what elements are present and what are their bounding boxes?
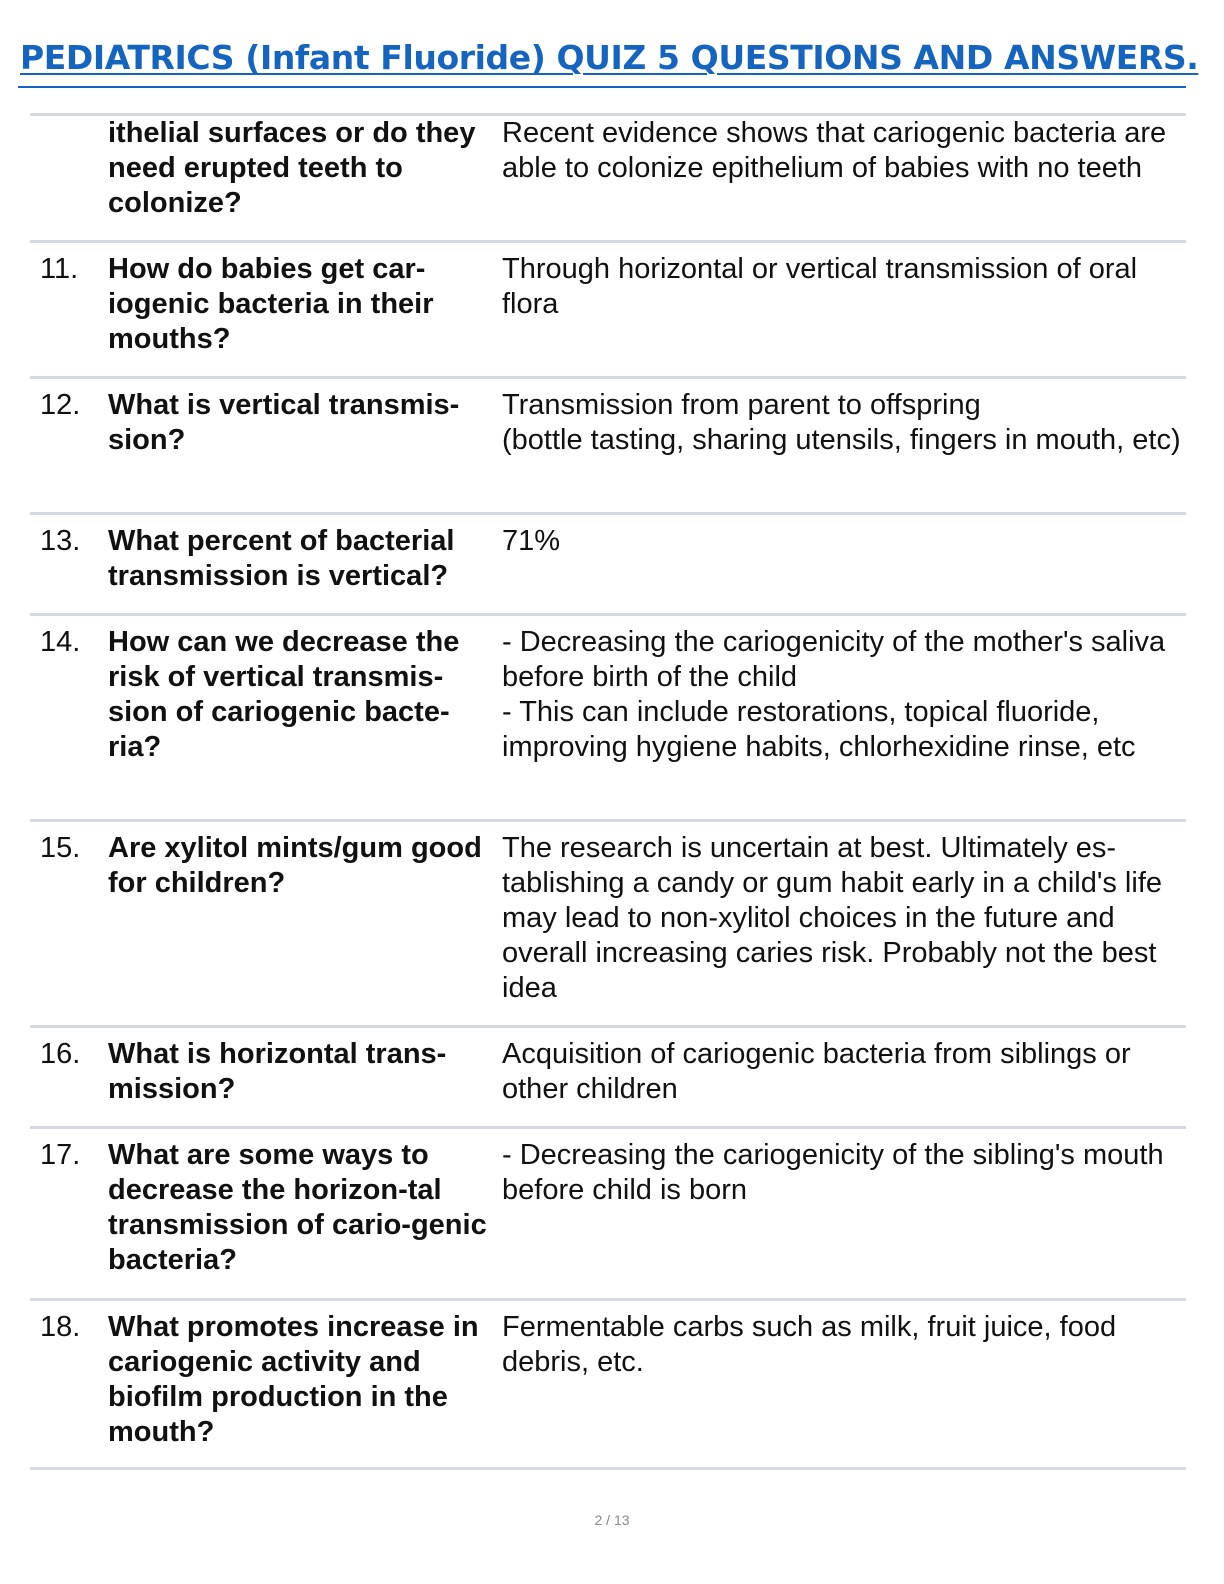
- card-question: What is horizontal trans-mission?: [108, 1038, 447, 1105]
- card-answer: Recent evidence shows that cariogenic bacteria are able to colonize epithelium of babies with no teeth: [502, 117, 1167, 184]
- flashcard-row: [30, 116, 1186, 243]
- page-number: 2 / 13: [594, 1512, 630, 1528]
- card-number: 14.: [40, 626, 81, 658]
- card-number: 18.: [40, 1311, 81, 1343]
- flashcard-row: [30, 1037, 1186, 1129]
- card-question: Are xylitol mints/gum good for children?: [108, 832, 482, 899]
- card-question: What is vertical transmis-sion?: [108, 389, 460, 456]
- card-answer: Acquisition of cariogenic bacteria from siblings or other children: [502, 1038, 1131, 1105]
- card-question: ithelial surfaces or do they need erupted teeth to colonize?: [108, 117, 476, 219]
- card-answer: Transmission from parent to offspring (bottle tasting, sharing utensils, fingers in mouth, etc): [502, 389, 1181, 456]
- page-title: PEDIATRICS (Infant Fluoride) QUIZ 5 QUESTIONS AND ANSWERS.: [20, 38, 1199, 77]
- card-answer: - Decreasing the cariogenicity of the sibling's mouth before child is born: [502, 1139, 1164, 1206]
- flashcard-row: [30, 1138, 1186, 1301]
- card-answer: - Decreasing the cariogenicity of the mother's saliva before birth of the child - This can include restorations, topical fluoride, improving hygiene habits, chlorhexidine rinse, etc: [502, 626, 1166, 763]
- card-answer: 71%: [502, 525, 561, 557]
- card-answer: The research is uncertain at best. Ultimately es-tablishing a candy or gum habit early in a child's life may lead to non-xylitol choices in the future and overall increasing caries risk. Probably not the best idea: [502, 832, 1163, 1004]
- card-question: How can we decrease the risk of vertical transmis-sion of cariogenic bacte-ria?: [108, 626, 460, 763]
- card-question: What are some ways to decrease the horizon-tal transmission of cario-genic bacteria?: [108, 1139, 487, 1276]
- flashcard-row: [30, 831, 1186, 1028]
- flashcard-row: [30, 625, 1186, 822]
- card-question: How do babies get car-iogenic bacteria in their mouths?: [108, 253, 434, 355]
- card-number: 16.: [40, 1038, 81, 1070]
- flashcard-row: [30, 252, 1186, 379]
- card-number: 13.: [40, 525, 81, 557]
- card-answer: Through horizontal or vertical transmission of oral flora: [502, 253, 1138, 320]
- card-number: 12.: [40, 389, 81, 421]
- flashcard-row: [30, 388, 1186, 515]
- flashcard-row: [30, 524, 1186, 616]
- card-number: 15.: [40, 832, 81, 864]
- card-number: 17.: [40, 1139, 81, 1171]
- card-question: What promotes increase in cariogenic activity and biofilm production in the mouth?: [108, 1311, 479, 1448]
- title-underline-rule: [18, 86, 1186, 88]
- card-question: What percent of bacterial transmission is vertical?: [108, 525, 455, 592]
- flashcard-row: [30, 1310, 1186, 1470]
- card-number: 11.: [40, 253, 79, 285]
- card-answer: Fermentable carbs such as milk, fruit juice, food debris, etc.: [502, 1311, 1117, 1378]
